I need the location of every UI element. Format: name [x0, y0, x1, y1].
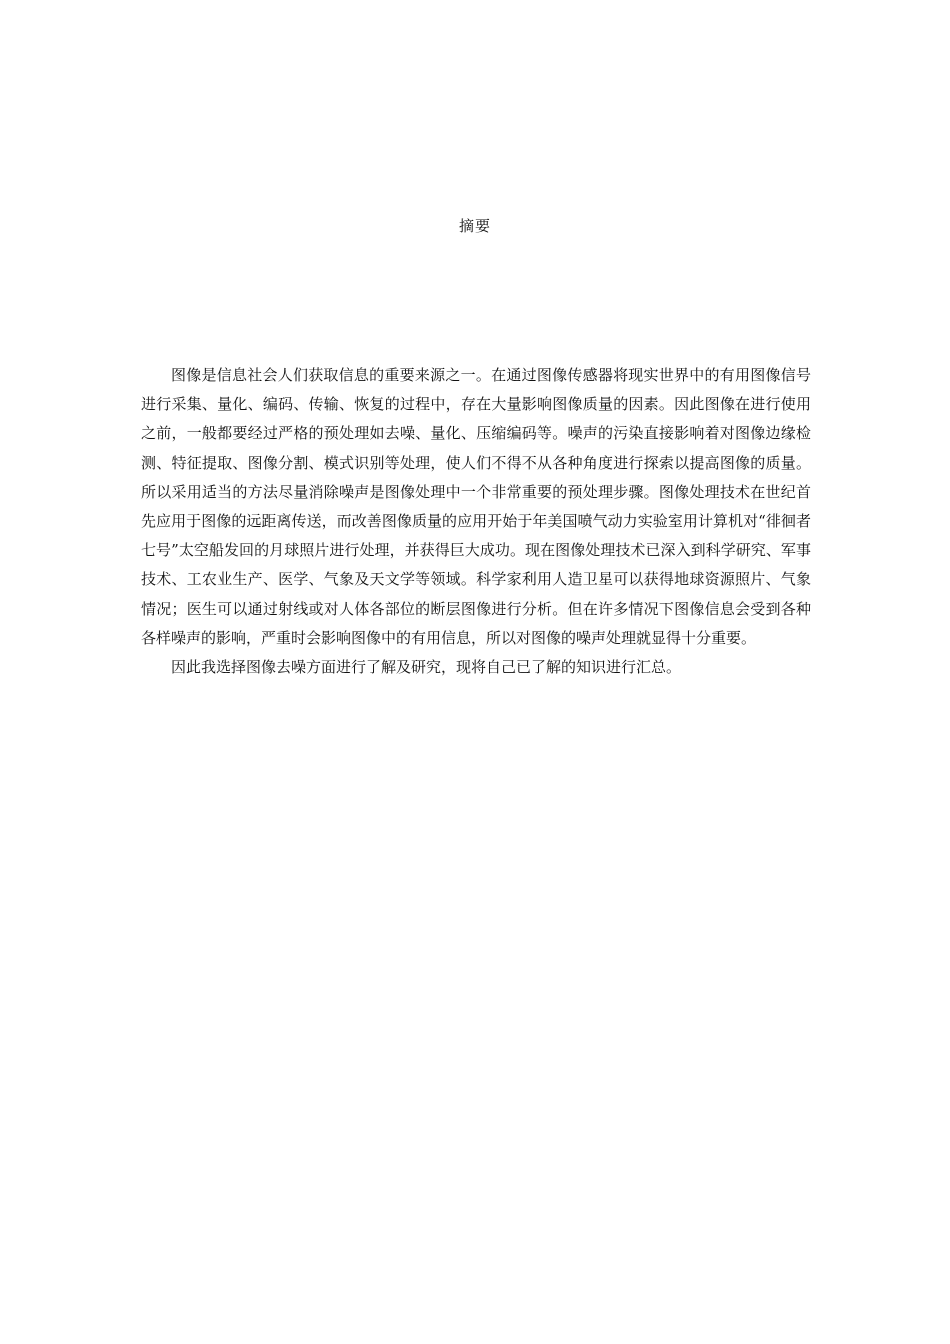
- abstract-body: [141, 361, 811, 682]
- abstract-paragraph-1: 图像是信息社会人们获取信息的重要来源之一。在通过图像传感器将现实世界中的有用图像信号进行采集、量化、编码、传输、恢复的过程中，存在大量影响图像质量的因素。因此图像在进行使用之前，一般都要经过严格的预处理如去噪、量化、压缩编码等。噪声的污染直接影响着对图像边缘检测、特征提取、图像分割、模式识别等处理，使人们不得不从各种角度进行探索以提高图像的质量。所以采用适当的方法尽量消除噪声是图像处理中一个非常重要的预处理步骤。图像处理技术在世纪首先应用于图像的远距离传送，而改善图像质量的应用开始于年美国喷气动力实验室用计算机对“徘徊者七号”太空船发回的月球照片进行处理，并获得巨大成功。现在图像处理技术已深入到科学研究、军事技术、工农业生产、医学、气象及天文学等领域。科学家利用人造卫星可以获得地球资源照片、气象情况；医生可以通过射线或对人体各部位的断层图像进行分析。但在许多情况下图像信息会受到各种各样噪声的影响，严重时会影响图像中的有用信息，所以对图像的噪声处理就显得十分重要。: [141, 366, 811, 647]
- abstract-paragraph-2: 因此我选择图像去噪方面进行了解及研究，现将自己已了解的知识进行汇总。: [171, 658, 682, 677]
- abstract-title: 摘要: [458, 217, 491, 235]
